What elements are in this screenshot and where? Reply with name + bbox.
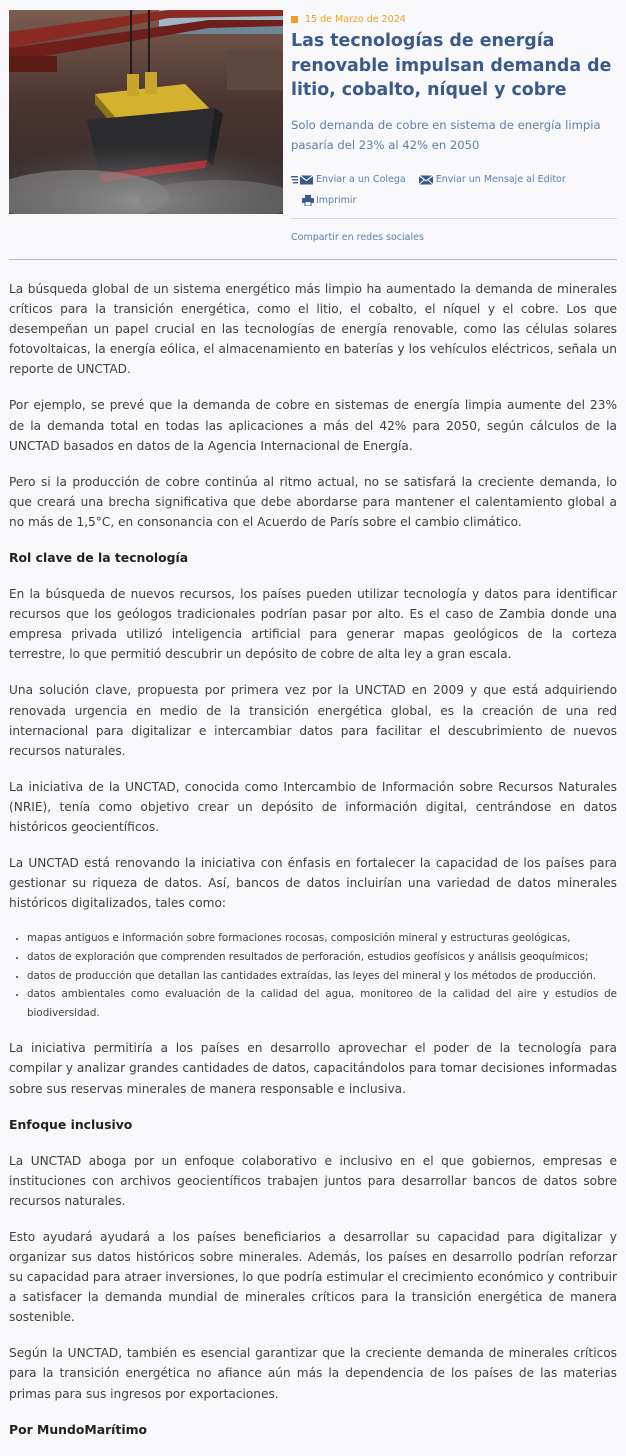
article-header bbox=[291, 12, 617, 247]
paragraph: En la búsqueda de nuevos recursos, los países pueden utilizar tecnología y datos para identificar recursos que los geólogos tradicionales podrían pasar por alto. Es el caso de Zambia donde una empresa privada utilizó inteligencia artificial para generar mapas geológicos de la corteza terrestre, lo que permitió descubrir un depósito de cobre de alta ley a gran escala. bbox=[9, 587, 617, 662]
send-to-colleague-link[interactable] bbox=[291, 171, 406, 189]
paragraph: Una solución clave, propuesta por primera vez por la UNCTAD en 2009 y que está adquiriendo renovada urgencia en medio de la transición energética global, es la creación de una red internacional para digitalizar e intercambiar datos para facilitar el descubrimiento de nuevos recursos naturales. bbox=[9, 683, 617, 758]
date-bullet-icon bbox=[291, 16, 298, 23]
article-byline: Por MundoMarítimo bbox=[9, 1421, 148, 1437]
article-body bbox=[9, 279, 617, 1456]
share-divider bbox=[291, 218, 617, 219]
printer-icon bbox=[302, 195, 314, 206]
print-link[interactable] bbox=[302, 192, 356, 210]
article-title: Las tecnologías de energía renovable impulsan demanda de litio, cobalto, níquel y cobre bbox=[291, 31, 612, 100]
paragraph: Por ejemplo, se prevé que la demanda de cobre en sistemas de energía limpia aumente del 23% de la demanda total en todas las aplicaciones a más del 42% para 2050, según cálculos de la UNCTAD basados en datos de la Agencia Internacional de Energía. bbox=[9, 398, 617, 453]
paragraph: Pero si la producción de cobre continúa al ritmo actual, no se satisfará la creciente demanda, lo que creará una brecha significativa que debe abordarse para mantener el calentamiento global a no más de 1,5°C, en consonancia con el Acuerdo de París sobre el cambio climático. bbox=[9, 474, 617, 529]
share-social-link[interactable]: Compartir en redes sociales bbox=[291, 232, 424, 243]
list-item: • datos ambientales como evaluación de la calidad del agua, monitoreo de la calidad del aire y estudios de biodiversidad. bbox=[27, 985, 617, 1022]
print-label: Imprimir bbox=[316, 194, 357, 206]
paragraph: La iniciativa de la UNCTAD, conocida como Intercambio de Información sobre Recursos Naturales (NRIE), tenía como objetivo crear un depósito de información digital, centrándose en datos históricos geocientíficos. bbox=[9, 779, 617, 834]
date-row bbox=[291, 12, 617, 26]
list-item: • mapas antiguos e información sobre formaciones rocosas, composición mineral y estructuras geológicas, bbox=[27, 929, 617, 948]
header-divider bbox=[9, 259, 617, 260]
send-to-editor-label: Enviar un Mensaje al Editor bbox=[435, 173, 566, 185]
section-heading: Enfoque inclusivo bbox=[9, 1116, 133, 1132]
paragraph: La búsqueda global de un sistema energético más limpio ha aumentado la demanda de minerales críticos para la transición energética, como el litio, el cobalto, el níquel y el cobre. Los que desempeñan un papel crucial en las tecnologías de energía renovable, como las células solares fotovoltaicas, la energía eólica, el almacenamiento en baterías y los vehículos eléctricos, señala un reporte de UNCTAD. bbox=[9, 282, 617, 377]
paragraph: Esto ayudará ayudará a los países beneficiarios a desarrollar su capacidad para digitalizar y organizar sus datos históricos sobre minerales. Además, los países en desarrollo podrían reforzar su capacidad para atraer inversiones, lo que podría estimular el crecimiento económico y contribuir a satisfacer la demanda mundial de minerales críticos para la transición energética de manera sostenible. bbox=[9, 1229, 617, 1325]
article-subtitle: Solo demanda de cobre en sistema de energía limpia pasaría del 23% al 42% en 2050 bbox=[291, 117, 601, 152]
paragraph: Según la UNCTAD, también es esencial garantizar que la creciente demanda de minerales críticos para la transición energética no afiance aún más la dependencia de los países de las materias primas para sus ingresos por exportaciones. bbox=[9, 1346, 617, 1401]
list-item: • datos de producción que detallan las cantidades extraídas, las leyes del mineral y los métodos de producción. bbox=[27, 967, 617, 986]
bullet-list bbox=[9, 929, 617, 1022]
paragraph: La iniciativa permitiría a los países en desarrollo aprovechar el poder de la tecnología para compilar y analizar grandes cantidades de datos, capacitándolos para tomar decisiones informadas sobre sus reservas minerales de manera responsable e inclusiva. bbox=[9, 1041, 617, 1096]
paragraph: La UNCTAD aboga por un enfoque colaborativo e inclusivo en el que gobiernos, empresas e instituciones con archivos geocientíficos trabajen juntos para desarrollar bancos de datos sobre recursos naturales. bbox=[9, 1153, 617, 1208]
section-heading: Rol clave de la tecnología bbox=[9, 550, 189, 566]
ore-grab-illustration bbox=[9, 10, 283, 214]
article-date: 15 de Marzo de 2024 bbox=[305, 13, 406, 25]
send-to-editor-link[interactable] bbox=[418, 171, 566, 189]
list-mail-icon bbox=[291, 175, 314, 185]
paragraph: La UNCTAD está renovando la iniciativa con énfasis en fortalecer la capacidad de los países para gestionar su riqueza de datos. Así, bancos de datos incluirían una variedad de datos minerales históricos digitalizados, tales como: bbox=[9, 856, 617, 911]
list-item: • datos de exploración que comprenden resultados de perforación, estudios geofísicos y análisis geoquímicos; bbox=[27, 948, 617, 967]
article-actions bbox=[291, 171, 617, 248]
send-to-colleague-label: Enviar a un Colega bbox=[316, 173, 406, 185]
article-image bbox=[9, 10, 283, 214]
mail-icon bbox=[418, 175, 434, 185]
